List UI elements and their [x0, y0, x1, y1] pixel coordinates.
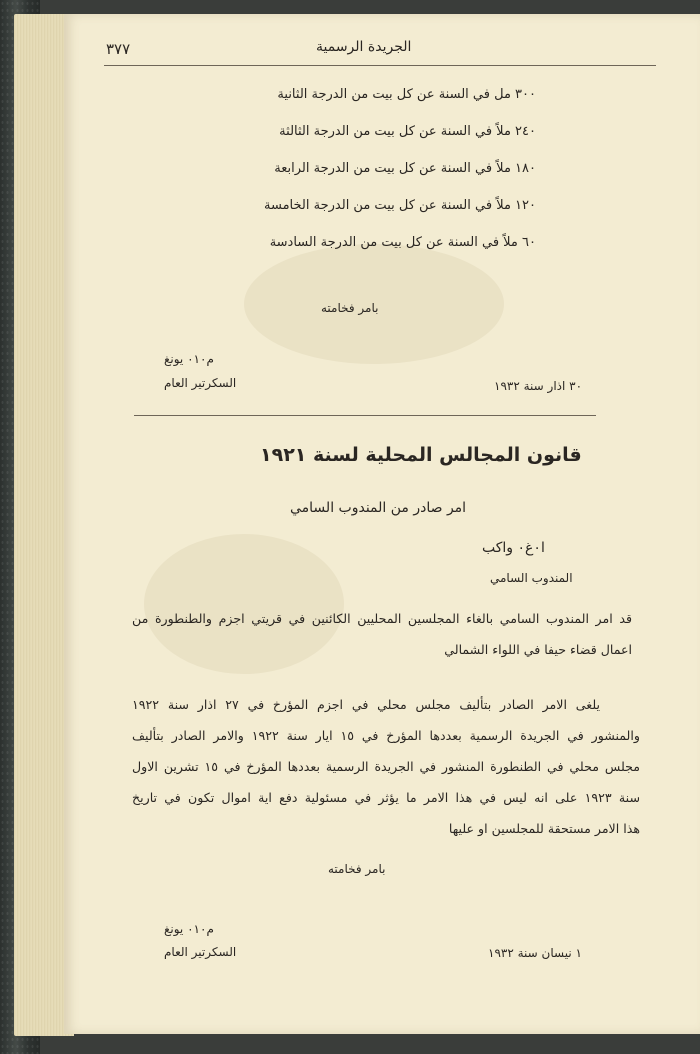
rate-line: ٢٤٠ ملاً في السنة عن كل بيت من الدرجة الثالثة — [279, 124, 536, 139]
paragraph-line: يلغى الامر الصادر بتأليف مجلس محلي في اجزم المؤرخ في ٢٧ اذار سنة ١٩٢٢ — [132, 697, 600, 712]
header-rule — [104, 65, 656, 66]
paragraph-line: والمنشور في الجريدة الرسمية بعددها المؤرخ في ١٥ ايار سنة ١٩٢٢ والامر الصادر بتأليف — [132, 728, 640, 743]
by-order-seal: بامر فخامته — [321, 301, 379, 315]
order-date-2: ١ نيسان سنة ١٩٣٢ — [488, 946, 582, 960]
paragraph-line: قد امر المندوب السامي بالغاء المجلسين المحليين الكائنين في قريتي اجزم والطنطورة من — [132, 611, 632, 626]
rate-line: ٦٠ ملاً في السنة عن كل بيت من الدرجة السادسة — [269, 235, 536, 250]
paragraph-repeal-text — [132, 689, 640, 844]
document-page — [64, 14, 700, 1034]
signatory-title-2: السكرتير العام — [164, 945, 237, 959]
paragraph-line: مجلس محلي في الطنطورة المنشور في الجريدة الرسمية بعددها المؤرخ في ١٥ تشرين الاول — [132, 759, 640, 774]
signatory-name-2: م٠١٠ يونغ — [164, 922, 214, 936]
paragraph-line: اعمال قضاء حيفا في اللواء الشمالي — [444, 642, 632, 657]
order-date: ٣٠ اذار سنة ١٩٣٢ — [494, 379, 583, 393]
rate-line: ٣٠٠ مل في السنة عن كل بيت من الدرجة الثانية — [277, 87, 536, 102]
page-number: ٣٧٧ — [106, 40, 131, 58]
commissioner-name: ا٠غ٠ واكب — [482, 540, 545, 556]
by-order-seal-2: بامر فخامته — [328, 862, 386, 876]
law-title: قانون المجالس المحلية لسنة ١٩٢١ — [260, 444, 582, 466]
rate-line: ١٨٠ ملاً في السنة عن كل بيت من الدرجة الرابعة — [274, 161, 536, 176]
law-subtitle: امر صادر من المندوب السامي — [290, 500, 467, 516]
section-rule — [134, 415, 596, 416]
commissioner-title: المندوب السامي — [490, 571, 573, 585]
paragraph-line: هذا الامر مستحقة للمجلسين او عليها — [448, 821, 640, 836]
paragraph-abolition-order — [132, 603, 632, 665]
paragraph-line: سنة ١٩٢٣ على انه ليس في هذا الامر ما يؤثر في مسئولية دفع اية اموال تكون في تاريخ — [132, 790, 640, 805]
running-title: الجريدة الرسمية — [316, 39, 412, 55]
rate-line: ١٢٠ ملاً في السنة عن كل بيت من الدرجة الخامسة — [264, 198, 536, 213]
signatory-title: السكرتير العام — [164, 376, 237, 390]
signatory-name: م٠١٠ يونغ — [164, 352, 214, 366]
